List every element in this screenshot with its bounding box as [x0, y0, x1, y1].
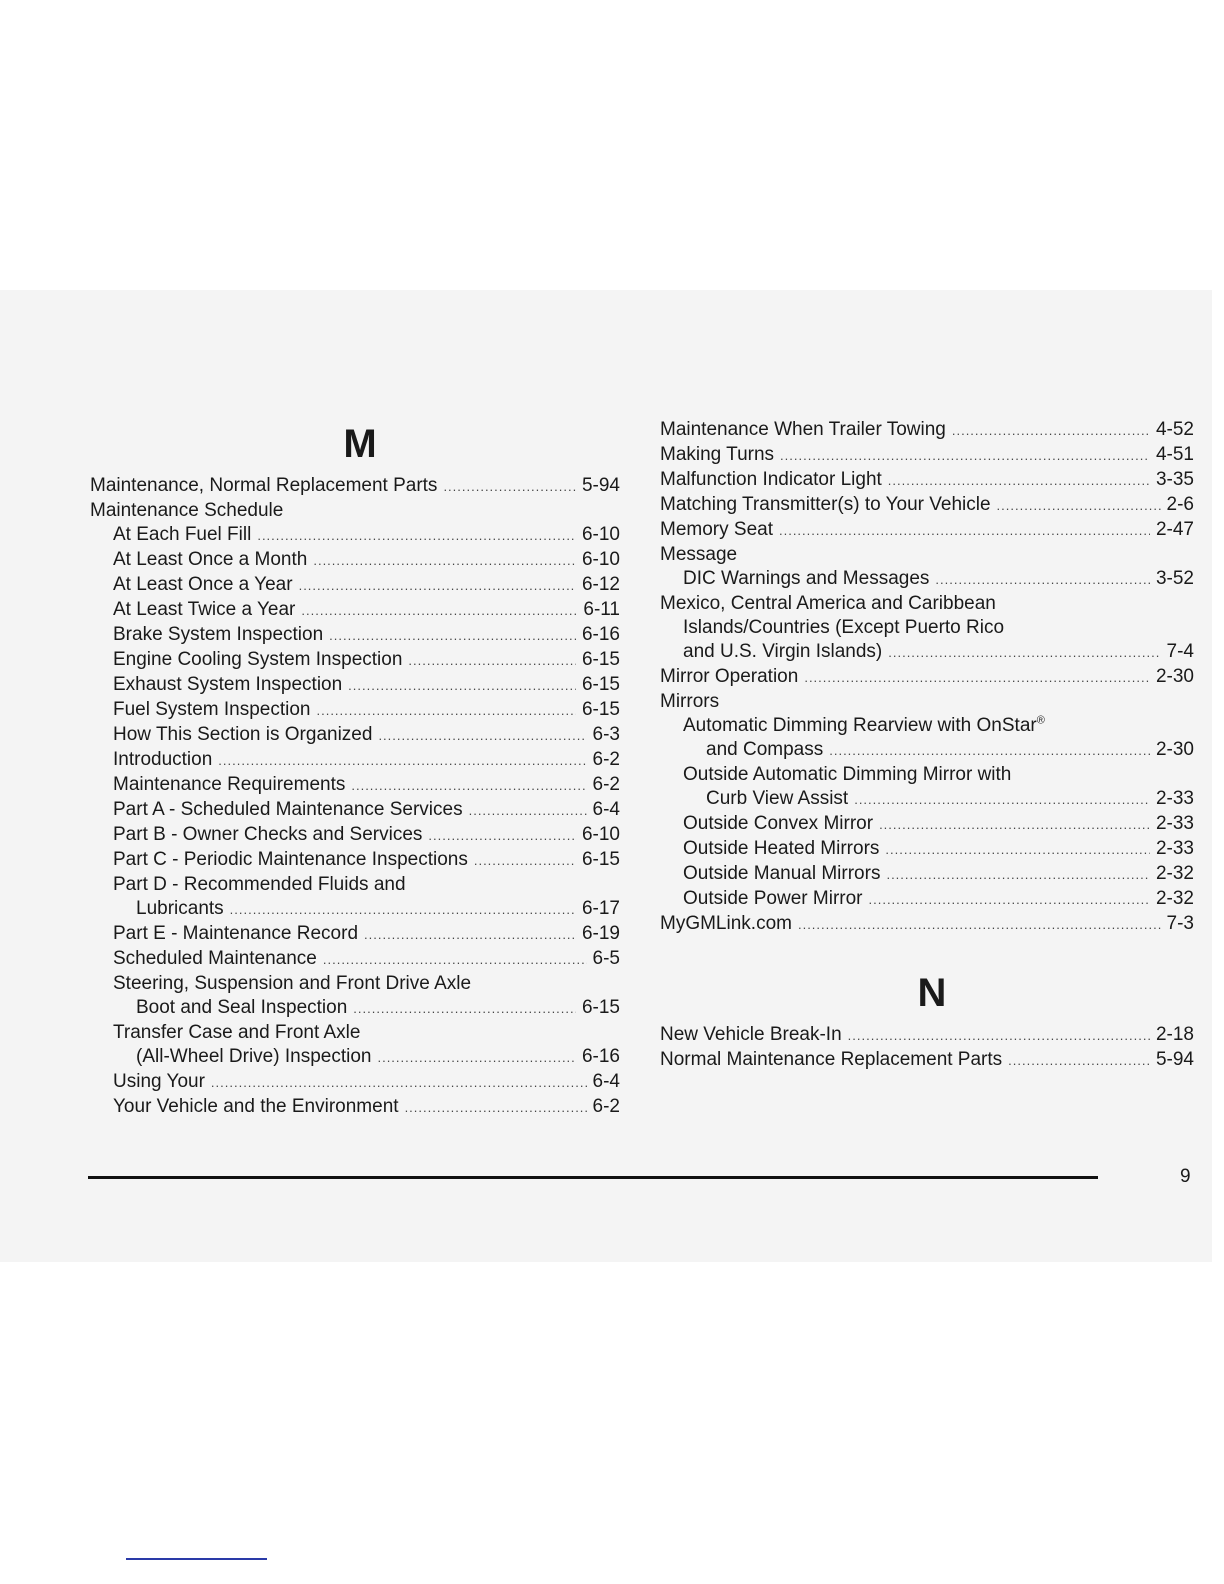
entry-page-ref: 2-18	[1155, 1024, 1194, 1045]
heading-text: Part D - Recommended Fluids and	[113, 874, 406, 895]
entry-page-ref: 6-2	[592, 774, 620, 795]
index-entry	[90, 897, 620, 922]
dot-leader	[316, 699, 575, 723]
dot-leader	[886, 863, 1150, 887]
index-entry	[90, 698, 620, 723]
entry-page-ref: 6-4	[592, 799, 620, 820]
entry-text: and U.S. Virgin Islands)	[683, 641, 883, 662]
entry-text: Mirror Operation	[660, 666, 799, 687]
entry-text: Engine Cooling System Inspection	[113, 649, 403, 670]
index-list-m-left	[90, 474, 620, 1120]
entry-page-ref: 7-4	[1166, 641, 1194, 662]
heading-text: Mexico, Central America and Caribbean	[660, 593, 996, 614]
entry-text: Part E - Maintenance Record	[113, 923, 359, 944]
entry-text: and Compass	[706, 739, 824, 760]
index-entry	[660, 443, 1194, 468]
entry-text: Making Turns	[660, 444, 775, 465]
dot-leader	[854, 788, 1150, 812]
entry-page-ref: 3-35	[1155, 469, 1194, 490]
entry-page-ref: 6-5	[592, 948, 620, 969]
index-entry	[660, 738, 1194, 763]
dot-leader	[377, 1046, 576, 1070]
entry-page-ref: 6-19	[581, 923, 620, 944]
index-entry	[90, 1095, 620, 1120]
heading-text: Automatic Dimming Rearview with OnStar	[683, 715, 1037, 736]
index-list-n	[660, 1023, 1194, 1073]
index-entry	[660, 493, 1194, 518]
entry-text: Your Vehicle and the Environment	[113, 1096, 399, 1117]
dot-leader	[798, 913, 1161, 937]
entry-text: Maintenance Requirements	[113, 774, 346, 795]
entry-page-ref: 6-16	[581, 624, 620, 645]
entry-text: How This Section is Organized	[113, 724, 373, 745]
heading-text: Steering, Suspension and Front Drive Axle	[113, 973, 472, 994]
dot-leader	[299, 574, 576, 598]
dot-leader	[353, 997, 576, 1021]
entry-text: At Least Once a Month	[113, 549, 308, 570]
index-heading	[660, 690, 1194, 714]
entry-page-ref: 6-15	[581, 674, 620, 695]
entry-page-ref: 6-10	[581, 549, 620, 570]
dot-leader	[469, 799, 587, 823]
dot-leader	[443, 475, 576, 499]
entry-page-ref: 6-10	[581, 824, 620, 845]
dot-leader	[474, 849, 576, 873]
entry-text: DIC Warnings and Messages	[683, 568, 930, 589]
index-entry	[90, 798, 620, 823]
dot-leader	[351, 774, 586, 798]
index-heading	[90, 873, 620, 897]
entry-page-ref: 3-52	[1155, 568, 1194, 589]
dot-leader	[935, 568, 1150, 592]
dot-leader	[952, 419, 1150, 443]
dot-leader	[323, 948, 587, 972]
index-entry	[90, 947, 620, 972]
entry-text: Part C - Periodic Maintenance Inspections	[113, 849, 468, 870]
entry-page-ref: 6-15	[581, 699, 620, 720]
entry-page-ref: 6-15	[581, 849, 620, 870]
index-entry	[90, 848, 620, 873]
entry-page-ref: 6-12	[581, 574, 620, 595]
dot-leader	[779, 519, 1150, 543]
entry-page-ref: 6-15	[581, 997, 620, 1018]
entry-text: Maintenance When Trailer Towing	[660, 419, 946, 440]
index-heading	[660, 616, 1194, 640]
index-heading	[90, 499, 620, 523]
index-entry	[660, 567, 1194, 592]
index-entry	[90, 673, 620, 698]
index-entry	[660, 518, 1194, 543]
entry-page-ref: 4-52	[1155, 419, 1194, 440]
dot-leader	[218, 749, 586, 773]
entry-text: At Each Fuel Fill	[113, 524, 252, 545]
entry-page-ref: 5-94	[1155, 1049, 1194, 1070]
dot-leader	[888, 641, 1160, 665]
dot-leader	[997, 494, 1161, 518]
index-entry	[660, 665, 1194, 690]
dot-leader	[348, 674, 576, 698]
entry-page-ref: 7-3	[1166, 913, 1194, 934]
entry-text: Curb View Assist	[706, 788, 849, 809]
entry-page-ref: 4-51	[1155, 444, 1194, 465]
heading-text: Message	[660, 544, 738, 565]
entry-page-ref: 2-33	[1155, 813, 1194, 834]
entry-text: At Least Once a Year	[113, 574, 293, 595]
dot-leader	[408, 649, 576, 673]
entry-text: Part A - Scheduled Maintenance Services	[113, 799, 463, 820]
index-heading	[660, 543, 1194, 567]
entry-text: MyGMLink.com	[660, 913, 792, 934]
entry-page-ref: 2-33	[1155, 788, 1194, 809]
index-heading	[660, 714, 1194, 738]
entry-page-ref: 2-30	[1155, 739, 1194, 760]
index-column-left	[90, 418, 620, 1120]
heading-text: Transfer Case and Front Axle	[113, 1022, 361, 1043]
entry-page-ref: 6-17	[581, 898, 620, 919]
entry-page-ref: 2-32	[1155, 888, 1194, 909]
index-list-m-right	[660, 418, 1194, 937]
index-entry	[660, 640, 1194, 665]
index-entry	[660, 787, 1194, 812]
entry-text: (All-Wheel Drive) Inspection	[136, 1046, 372, 1067]
entry-text: Outside Manual Mirrors	[683, 863, 881, 884]
entry-page-ref: 2-30	[1155, 666, 1194, 687]
index-entry	[90, 648, 620, 673]
index-entry	[90, 823, 620, 848]
index-entry	[660, 837, 1194, 862]
entry-text: At Least Twice a Year	[113, 599, 296, 620]
entry-text: Part B - Owner Checks and Services	[113, 824, 423, 845]
dot-leader	[804, 666, 1150, 690]
dot-leader	[211, 1071, 587, 1095]
entry-page-ref: 6-15	[581, 649, 620, 670]
entry-text: New Vehicle Break-In	[660, 1024, 842, 1045]
heading-text: Mirrors	[660, 691, 720, 712]
entry-page-ref: 6-16	[581, 1046, 620, 1067]
entry-page-ref: 5-94	[581, 475, 620, 496]
entry-text: Exhaust System Inspection	[113, 674, 343, 695]
entry-page-ref: 6-4	[592, 1071, 620, 1092]
index-heading	[660, 763, 1194, 787]
index-entry	[660, 812, 1194, 837]
entry-text: Malfunction Indicator Light	[660, 469, 882, 490]
dot-leader	[364, 923, 576, 947]
index-entry	[90, 996, 620, 1021]
dot-leader	[888, 469, 1150, 493]
dot-leader	[313, 549, 576, 573]
entry-text: Scheduled Maintenance	[113, 948, 317, 969]
dot-leader	[879, 813, 1150, 837]
section-letter-m: M	[343, 422, 377, 466]
index-entry	[90, 723, 620, 748]
dot-leader	[869, 888, 1150, 912]
entry-page-ref: 6-3	[592, 724, 620, 745]
index-entry	[90, 623, 620, 648]
heading-text: Outside Automatic Dimming Mirror with	[683, 764, 1012, 785]
heading-text: Maintenance Schedule	[90, 500, 284, 521]
registered-mark: ®	[1036, 714, 1045, 727]
index-heading	[90, 972, 620, 996]
index-entry	[90, 598, 620, 623]
index-heading	[660, 592, 1194, 616]
entry-text: Maintenance, Normal Replacement Parts	[90, 475, 438, 496]
entry-page-ref: 6-2	[592, 749, 620, 770]
entry-text: Brake System Inspection	[113, 624, 324, 645]
section-gap	[660, 937, 1194, 967]
dot-leader	[1008, 1049, 1150, 1073]
index-entry	[660, 1048, 1194, 1073]
index-entry	[90, 523, 620, 548]
index-entry	[90, 1045, 620, 1070]
index-entry	[660, 418, 1194, 443]
entry-page-ref: 2-47	[1155, 519, 1194, 540]
entry-text: Outside Convex Mirror	[683, 813, 874, 834]
index-column-right	[660, 418, 1194, 1073]
index-entry	[660, 912, 1194, 937]
section-letter-n: N	[917, 971, 947, 1015]
dot-leader	[780, 444, 1150, 468]
entry-page-ref: 2-32	[1155, 863, 1194, 884]
entry-text: Fuel System Inspection	[113, 699, 311, 720]
heading-text: Islands/Countries (Except Puerto Rico	[683, 617, 1005, 638]
dot-leader	[301, 599, 577, 623]
entry-text: Lubricants	[136, 898, 224, 919]
dot-leader	[829, 739, 1150, 763]
index-heading	[90, 1021, 620, 1045]
entry-page-ref: 2-6	[1166, 494, 1194, 515]
entry-text: Matching Transmitter(s) to Your Vehicle	[660, 494, 991, 515]
index-entry	[90, 748, 620, 773]
index-entry	[90, 474, 620, 499]
dot-leader	[329, 624, 576, 648]
bottom-line	[126, 1558, 267, 1560]
index-entry	[660, 887, 1194, 912]
index-entry	[660, 468, 1194, 493]
entry-text: Boot and Seal Inspection	[136, 997, 348, 1018]
dot-leader	[230, 898, 576, 922]
index-entry	[660, 862, 1194, 887]
entry-text: Memory Seat	[660, 519, 773, 540]
index-entry	[90, 1070, 620, 1095]
index-entry	[90, 548, 620, 573]
dot-leader	[257, 524, 576, 548]
entry-text: Introduction	[113, 749, 213, 770]
index-entry	[90, 922, 620, 947]
dot-leader	[405, 1096, 587, 1120]
footer-rule	[88, 1176, 1098, 1179]
dot-leader	[378, 724, 586, 748]
entry-page-ref: 6-11	[583, 599, 620, 620]
entry-page-ref: 6-10	[581, 524, 620, 545]
dot-leader	[428, 824, 576, 848]
entry-text: Outside Heated Mirrors	[683, 838, 880, 859]
index-entry	[90, 773, 620, 798]
page-number: 9	[1180, 1166, 1191, 1187]
entry-page-ref: 6-2	[592, 1096, 620, 1117]
dot-leader	[885, 838, 1150, 862]
index-entry	[660, 1023, 1194, 1048]
index-entry	[90, 573, 620, 598]
entry-text: Using Your	[113, 1071, 205, 1092]
entry-page-ref: 2-33	[1155, 838, 1194, 859]
dot-leader	[848, 1024, 1150, 1048]
entry-text: Outside Power Mirror	[683, 888, 863, 909]
entry-text: Normal Maintenance Replacement Parts	[660, 1049, 1003, 1070]
